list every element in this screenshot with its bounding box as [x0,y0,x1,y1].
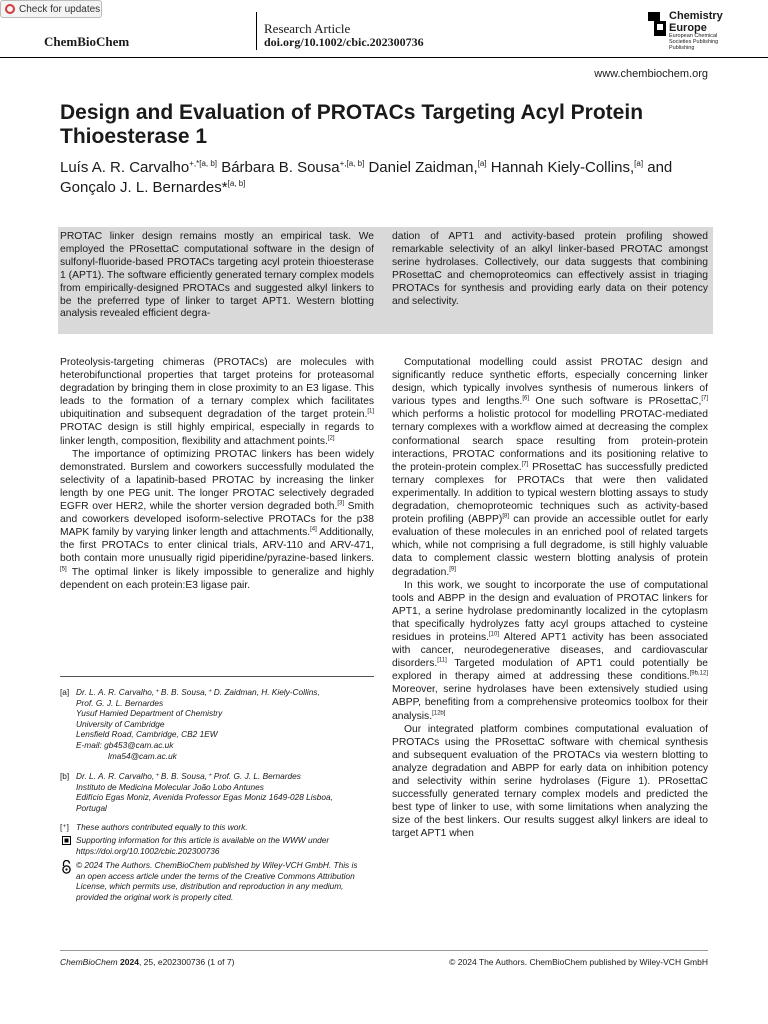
abstract-right: dation of APT1 and activity-based protein profiling showed remarkable selectivity of an alkyl linker-based PROTAC amongst serine hydrolases. Collectively, our data suggests that combining PRosettaC and chemoproteomics can effectively assist in triaging PROTACs for synthesis and providing early data on their potency and selectivity. [392,231,708,307]
logo-title-line2: Europe [669,22,707,34]
author-name: Gonçalo J. L. Bernardes* [60,179,228,196]
email-link[interactable]: E-mail: gb453@cam.ac.uk [76,739,174,750]
footnote-affiliation-a: Dr. L. A. R. Carvalho,⁺ B. B. Sousa,⁺ D. Zaidman, H. Kiely-Collins, Prof. G. J. L. Bernardes Yusuf Hamied Department of Chemistry University of Cambridge Lensfield Road, Cambridge, CB2 1EW E-mail: gb453@cam.ac.uk lma54@cam.ac.uk [76,687,376,761]
refresh-icon [5,4,15,14]
logo-title-line1: Chemistry [669,10,723,22]
paragraph: Our integrated platform combines computational evaluation of PROTACs using the PRosettaC software with chemical synthesis and subsequent evaluation of the PROTACs via western blotting to analyze degradation and ABPP for early data on inhibition potency and selectivity within serine hydrolases (Figure 1). PRosettaC successfully generated ternary complex models and predicted the best type of linker to use, with some limitations when analyzing the size of the best linkers. Our results suggest alkyl linkers are ideal to target APT1 when [392,723,708,840]
footnote-label-b: [b] [60,771,70,781]
chemistry-europe-logo-icon [648,12,666,36]
check-for-updates-button[interactable] [0,0,102,18]
article-title: Design and Evaluation of PROTACs Targeting Acyl Protein Thioesterase 1 [60,101,644,148]
header-rule [0,57,768,58]
footnote-equal-contribution: These authors contributed equally to this work. [76,822,248,832]
doi-link[interactable]: doi.org/10.1002/cbic.202300736 [264,35,424,49]
author-conjunction: and [647,159,673,176]
author-name: Luís A. R. Carvalho [60,159,190,176]
open-access-icon [61,860,72,874]
footer-citation: ChemBioChem 2024, 25, e202300736 (1 of 7) [60,957,235,967]
article-type: Research Article [264,21,351,36]
paragraph: In this work, we sought to incorporate the use of computational tools and ABPP in the design and evaluation of PROTAC linkers for APT1, a serine hydrolase predominantly localized in the cytoplasm that specifically hydrolyzes fatty acyl groups attached to cysteine residues in proteins.[10] Altered APT1 activity has been associated with cancer, neurodegenerative diseases, and cardiovascular disorders.[11] Targeted modulation of APT1 could potentially be explored in therapy aimed at addressing these conditions.[9b,12] Moreover, serine hydrolases have been extensively studied using ABPP, benefiting from a comprehensive proteomics toolbox for their analysis.[12b] [392,579,708,722]
email-link[interactable]: lma54@cam.ac.uk [108,750,177,761]
footnote-supporting-info: Supporting information for this article is available on the WWW under https://doi.org/10.1002/cbic.202300736 [76,835,376,856]
logo-sub-line1: European Chemical [669,33,718,39]
author-name: Daniel Zaidman, [368,159,478,176]
journal-name: ChemBioChem [44,34,130,49]
paragraph: The importance of optimizing PROTAC linkers has been widely demonstrated. Burslem and coworkers successfully modulated the selectivity of a lapatinib-based PROTAC by increasing the linker length by one PEG unit. The longer PROTAC selectively degraded EGFR over HER2, while the shorter version degraded both.[3] Smith and coworkers developed isoform-selective PROTACs for the p38 MAPK family by varying linker length and attachments.[4] Additionally, the first PROTACs to enter clinical trials, ARV-110 and ARV-471, both contain more unusually rigid piperidine/pyrazine-based linkers.[5] The optimal linker is likely impossible to generalize and highly dependent on each protein:E3 ligase pair. [60,448,374,591]
supporting-info-link[interactable]: https://doi.org/10.1002/cbic.202300736 [76,845,220,856]
author-name: Bárbara B. Sousa [221,159,340,176]
paragraph: Proteolysis-targeting chimeras (PROTACs) are molecules with heterobifunctional properties that target proteins for proteasomal degradation by bringing them in close proximity to an E3 ligase. This leads to the formation of a ternary complex which facilitates ubiquitination and subsequent degradation of the target protein.[1] PROTAC design is still highly empirical, especially in regards to linker length, composition, flexibility and attachment points.[2] [60,357,374,447]
logo-sub-line2: Societies Publishing [669,39,719,45]
abstract-left: PROTAC linker design remains mostly an empirical task. We employed the PRosettaC computational software in the design of sulfonyl-fluoride-based PROTACs targeting acyl protein thioesterase 1 (APT1). The software efficiently generated ternary complex models from empirically-designed PROTACs and suggested alkyl linkers to be the preferred type of linker to target APT1. Western blotting analysis revealed efficient degra- [60,231,374,320]
body-right-column [392,356,708,840]
footnote-label-plus: [⁺] [60,822,69,832]
author-affiliation: +,[a, b] [339,159,365,168]
journal-website-link[interactable]: www.chembiochem.org [594,68,708,80]
author-affiliation: [a] [634,159,644,168]
footer-rule [60,950,708,951]
author-affiliation: [a] [477,159,487,168]
check-for-updates-label: Check for updates [19,4,101,15]
footnote-open-access: © 2024 The Authors. ChemBioChem published by Wiley-VCH GmbH. This is an open access article under the terms of the Creative Commons Attribution License, which permits use, distribution and reproduction in any medium, provided the original work is properly cited. [76,860,358,902]
body-left-column [60,356,374,592]
author-list [60,158,750,198]
footnote-label-a: [a] [60,687,70,697]
author-name: Hannah Kiely-Collins, [490,159,635,176]
header-divider [256,12,257,50]
author-affiliation: +,*[a, b] [189,159,218,168]
footnote-affiliation-b: Dr. L. A. R. Carvalho,⁺ B. B. Sousa,⁺ Prof. G. J. L. Bernardes Instituto de Medicina Molecular João Lobo Antunes Edifício Egas Moniz, Avenida Professor Egas Moniz 1649-028 Lisboa, Portugal [76,771,333,813]
footnote-rule [60,676,374,677]
footer-copyright: © 2024 The Authors. ChemBioChem published by Wiley-VCH GmbH [449,957,708,967]
logo-sub-line3: Publishing [669,45,695,51]
paragraph: Computational modelling could assist PROTAC design and significantly reduce synthetic efforts, especially concerning linker design, which typically involves synthesis of numerous linkers of various types and lengths.[6] One such software is PRosettaC,[7] which performs a holistic protocol for modelling PROTAC-mediated ternary complexes with a workflow aimed at decreasing the complex conformational search space resulting from protein-protein interactions, PROTAC conformations and its positioning relative to the protein-protein complex.[7] PRosettaC has successfully predicted ternary complexes for PROTACs that were then validated experimentally. In addition to typical western blotting assays to study degradation, chemoproteomic techniques such as activity-based protein profiling (ABPP)[8] can provide an accessible outlet for early evaluation of these molecules in an enriched pool of related targets which, while not comprising a full degradome, is still highly valuable data to complement classic western blotting analysis of protein degradation.[9] [392,357,709,578]
supporting-info-icon [62,836,71,845]
author-affiliation: [a, b] [227,179,246,188]
